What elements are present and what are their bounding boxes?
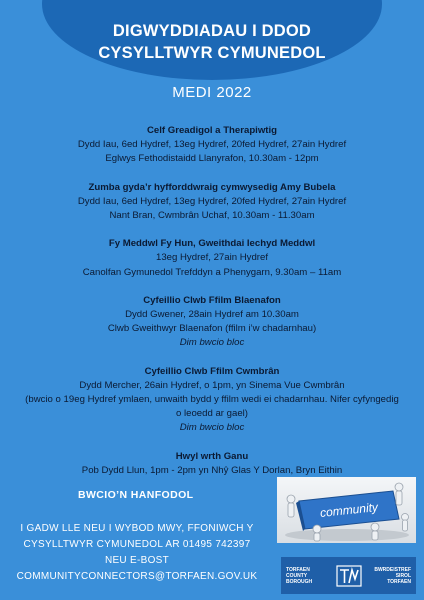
event-booking-info-cont: o leoedd ar gael) [175, 408, 248, 420]
community-puzzle-image [277, 477, 416, 543]
event-item [6, 237, 418, 280]
contact-info [8, 521, 266, 585]
event-dates: 13eg Hydref, 27ain Hydref [156, 252, 268, 264]
event-item [6, 181, 418, 224]
logo-text-cy-1: BWRDEISTREF [374, 566, 411, 573]
event-location: Clwb Gweithwyr Blaenafon (ffilm i’w chadarnhau) [107, 323, 317, 335]
event-list [6, 124, 418, 492]
event-dates: Dydd Iau, 6ed Hydref, 13eg Hydref, 20fed Hydref, 27ain Hydref [77, 139, 347, 151]
event-item [6, 124, 418, 167]
logo-text-cy-2: SIROL [395, 572, 411, 579]
logo-text-welsh [367, 567, 411, 585]
event-item [6, 294, 418, 351]
image-caption: community [319, 500, 379, 520]
title-line-1: DIGWYDDIADAU I DDOD [112, 22, 312, 40]
event-title: Celf Greadigol a Therapiwtig [146, 125, 278, 136]
event-title: Hwyl wrth Ganu [175, 450, 249, 462]
logo-text-english [286, 567, 330, 585]
logo-text-en-2: COUNTY [286, 572, 308, 579]
event-item [6, 365, 418, 436]
event-location: Eglwys Fethodistaidd Llanyrafon, 10.30am - 12pm [105, 153, 319, 165]
event-title: Cyfeillio Clwb Ffilm Blaenafon [143, 294, 281, 306]
event-location: Canolfan Gymunedol Trefddyn a Phenygarn, 9.30am – 11am [82, 266, 342, 278]
event-title: Zumba gyda’r hyfforddwraig cymwysedig Amy Bubela [88, 181, 336, 193]
event-dates: Pob Dydd Llun, 1pm - 2pm yn Nhŷ Glas Y Dorlan, Bryn Eithin [81, 464, 343, 476]
page-subtitle: MEDI 2022 [172, 84, 252, 101]
event-title: Cyfeillio Clwb Ffilm Cwmbrân [144, 365, 280, 377]
contact-line-2: CYSYLLTWYR CYMUNEDOL AR 01495 742397 [23, 539, 251, 550]
logo-text-en-1: TORFAEN [286, 566, 310, 573]
contact-line-1: I GADW LLE NEU I WYBOD MWY, FFONIWCH Y [20, 523, 254, 534]
event-dates: Dydd Iau, 6ed Hydref, 13eg Hydref, 20fed Hydref, 27ain Hydref [77, 195, 347, 207]
title-line-2: CYSYLLTWYR CYMUNEDOL [98, 44, 326, 62]
contact-email[interactable]: COMMUNITYCONNECTORS@TORFAEN.GOV.UK [16, 571, 258, 582]
event-item [6, 450, 418, 478]
page-title [0, 20, 424, 64]
event-note: Dim bwcio bloc [179, 422, 245, 434]
event-dates: Dydd Mercher, 26ain Hydref, o 1pm, yn Sinema Vue Cwmbrân [79, 379, 345, 391]
event-booking-info: (bwcio o 19eg Hydref ymlaen, unwaith bydd y ffilm wedi ei chadarnhau. Nifer cyfyngedig [25, 394, 399, 406]
booking-essential-heading: BWCIO’N HANFODOL [78, 489, 194, 501]
logo-text-en-3: BOROUGH [286, 578, 313, 585]
community-puzzle-illustration [277, 477, 416, 543]
event-title: Fy Meddwl Fy Hun, Gweithdai Iechyd Meddwl [108, 238, 316, 250]
logo-text-cy-3: TORFAEN [387, 578, 411, 585]
event-location: Nant Bran, Cwmbrân Uchaf, 10.30am - 11.30am [109, 210, 315, 222]
event-note: Dim bwcio bloc [179, 337, 245, 349]
torfaen-logo [281, 557, 416, 594]
contact-line-3: NEU E-BOST [104, 555, 170, 566]
torfaen-emblem-icon [336, 565, 362, 587]
event-dates: Dydd Gwener, 28ain Hydref am 10.30am [125, 309, 299, 321]
